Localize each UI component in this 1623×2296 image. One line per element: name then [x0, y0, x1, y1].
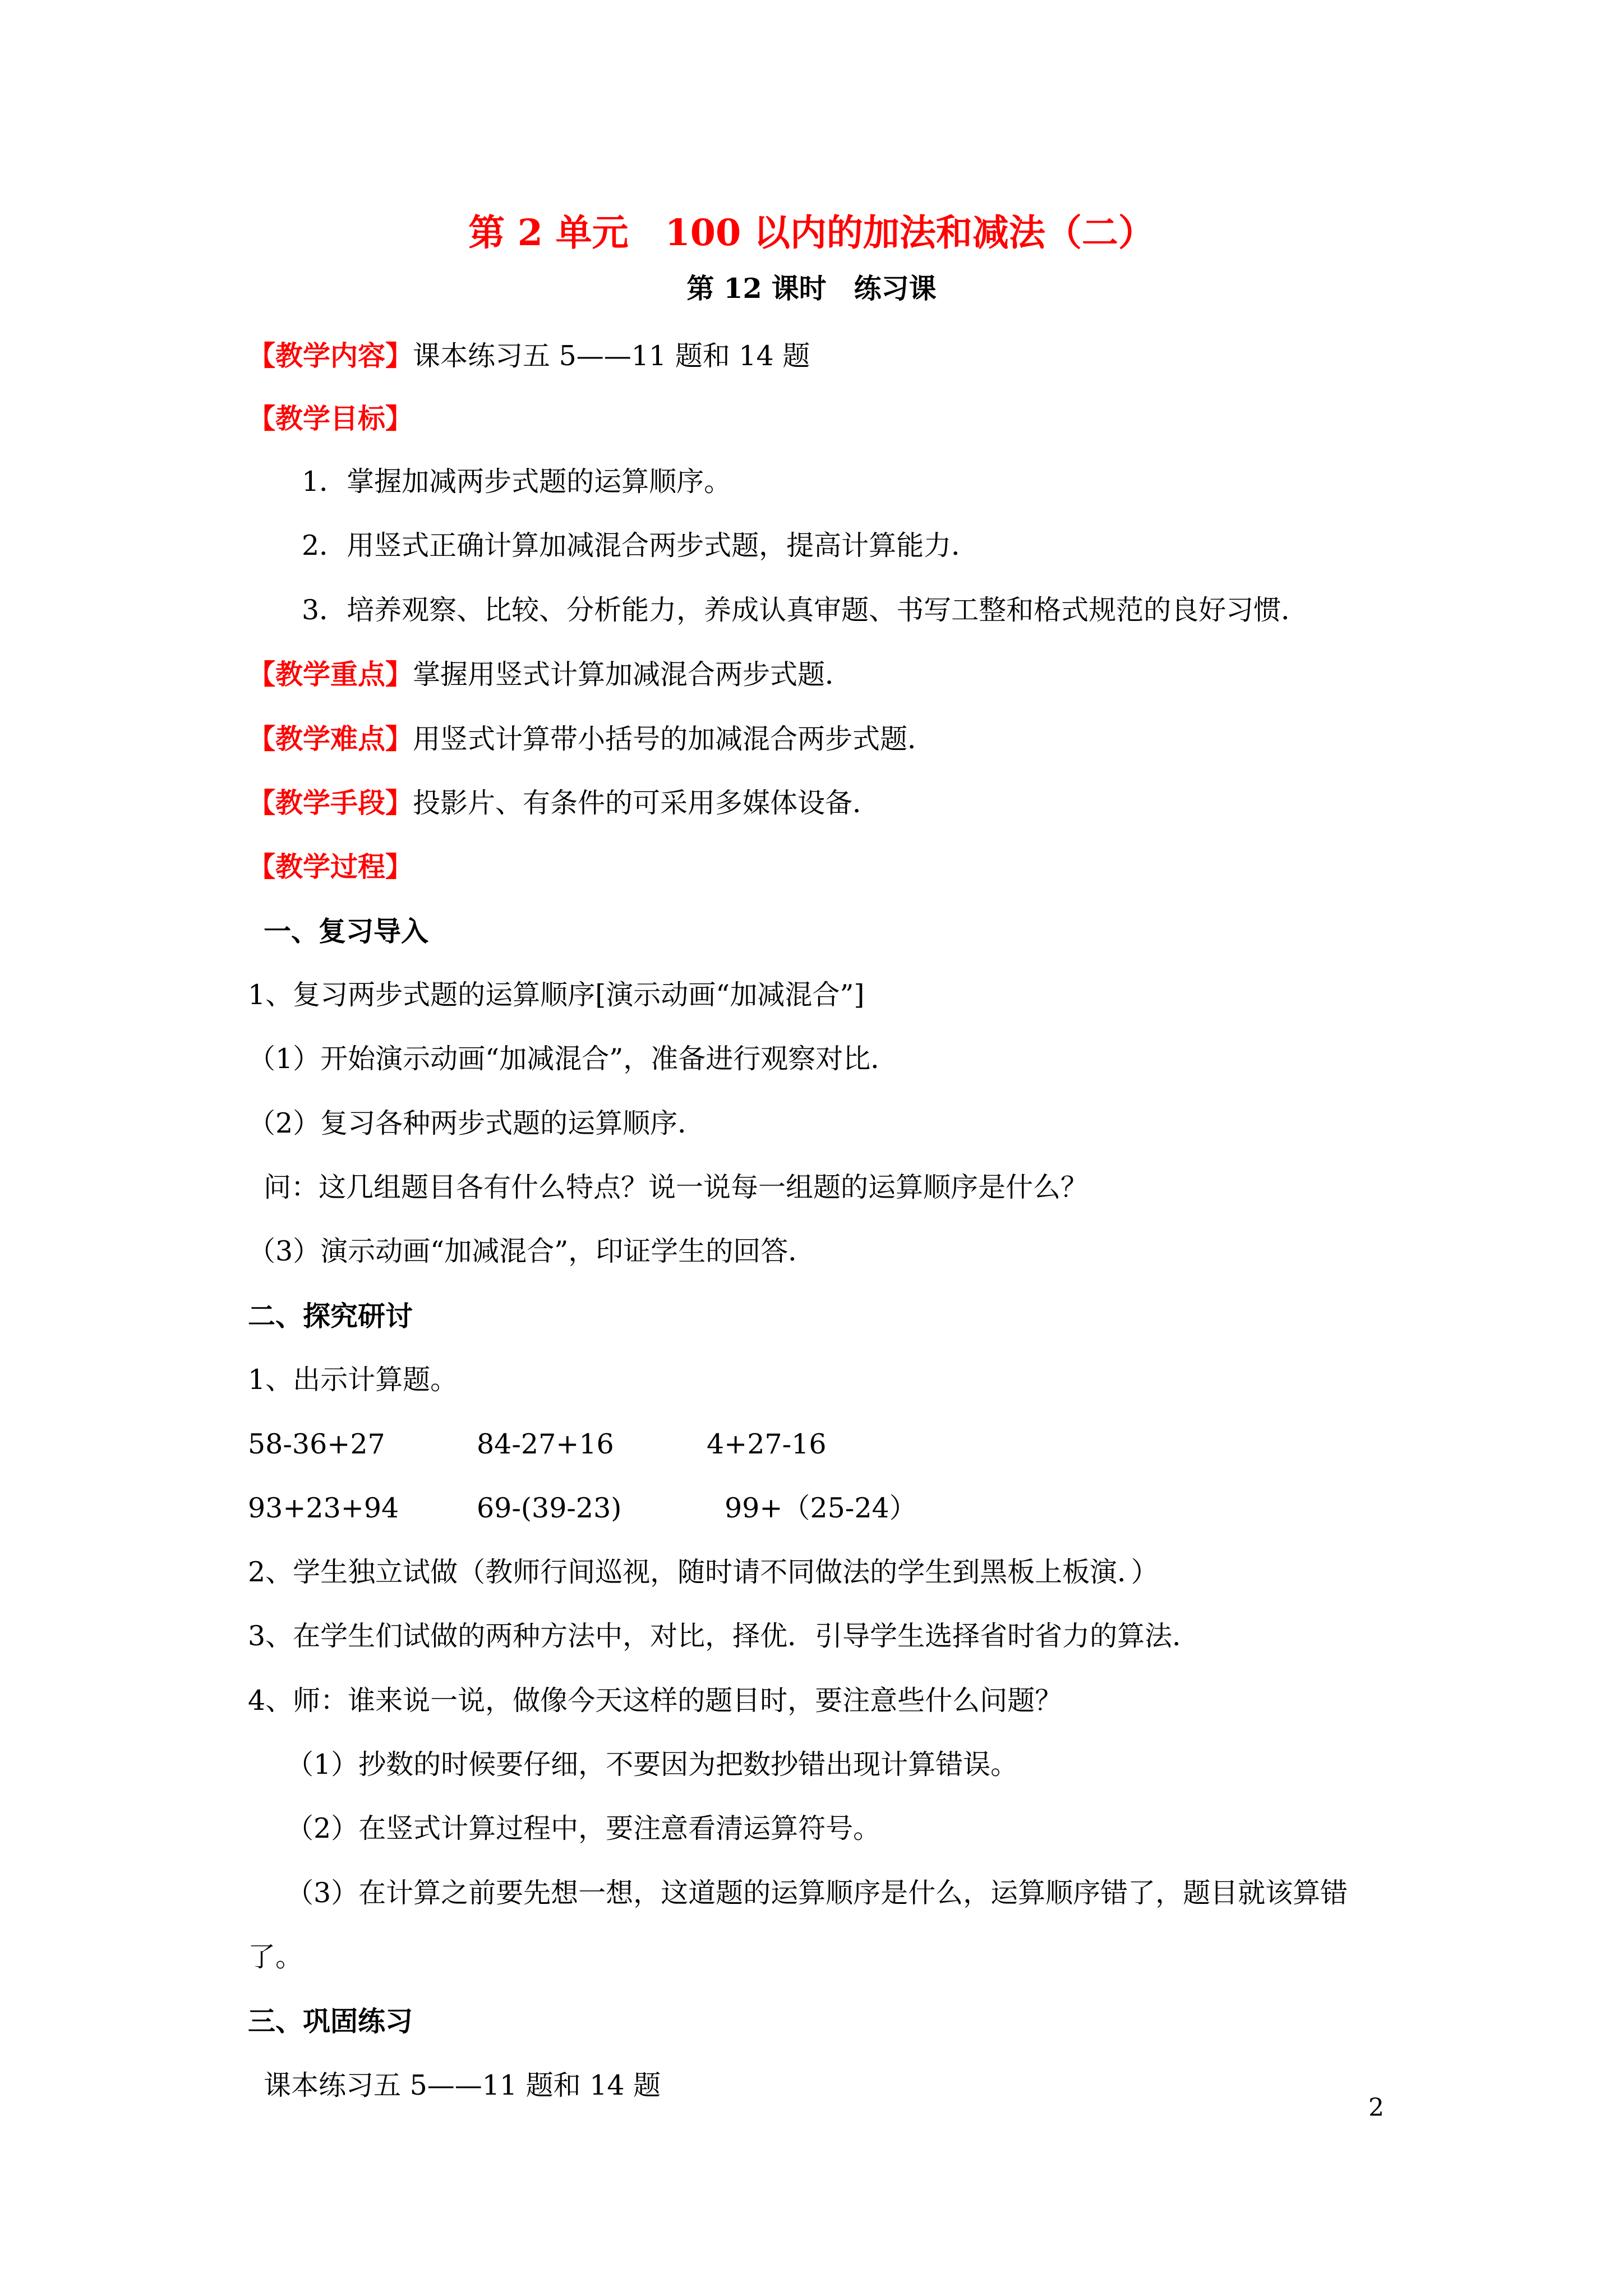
explore-line: 2、学生独立试做（教师行间巡视，随时请不同做法的学生到黑板上板演．） [248, 1556, 1159, 1588]
review-question: 问：这几组题目各有什么特点？说一说每一组题的运算顺序是什么？ [264, 1171, 1089, 1203]
review-line: （2）复习各种两步式题的运算顺序． [248, 1107, 706, 1139]
explore-line: 3、在学生们试做的两种方法中，对比，择优．引导学生选择省时省力的算法． [248, 1620, 1200, 1652]
objective-item: 1．掌握加减两步式题的运算顺序。 [302, 466, 732, 498]
section-heading-practice: 三、巩固练习 [248, 2005, 413, 2037]
teaching-means-label: 【教学手段】 [248, 786, 413, 819]
calc-expression: 99+（25-24） [725, 1492, 917, 1524]
practice-text: 课本练习五 5——11 题和 14 题 [264, 2069, 661, 2101]
calc-expression: 84-27+16 [477, 1428, 614, 1460]
difficulty [248, 722, 935, 756]
key-point-text: 掌握用竖式计算加减混合两步式题． [413, 659, 853, 691]
explore-intro: 1、出示计算题。 [248, 1364, 458, 1396]
section-heading-explore: 二、探究研讨 [248, 1300, 413, 1332]
explore-line: 4、师：谁来说一说，做像今天这样的题目时，要注意些什么问题？ [248, 1685, 1063, 1717]
teaching-content-label: 【教学内容】 [248, 339, 413, 372]
review-line: 1、复习两步式题的运算顺序[演示动画“加减混合”] [248, 979, 865, 1011]
review-line: （1）开始演示动画“加减混合”，准备进行观察对比． [248, 1043, 898, 1075]
teaching-objectives [248, 402, 413, 436]
teaching-objectives-label: 【教学目标】 [248, 402, 413, 435]
teaching-means-text: 投影片、有条件的可采用多媒体设备． [413, 787, 880, 819]
calc-expression: 93+23+94 [248, 1492, 399, 1524]
key-point [248, 657, 852, 692]
teaching-means [248, 786, 880, 820]
objective-item: 2．用竖式正确计算加减混合两步式题，提高计算能力． [302, 530, 979, 562]
calc-expression: 4+27-16 [707, 1428, 827, 1460]
difficulty-text: 用竖式计算带小括号的加减混合两步式题． [413, 723, 935, 755]
page-number: 2 [1368, 2093, 1384, 2122]
explore-note-continuation: 了。 [248, 1941, 303, 1973]
key-point-label: 【教学重点】 [248, 658, 413, 691]
teaching-content [248, 339, 810, 373]
objective-item: 3．培养观察、比较、分析能力，养成认真审题、书写工整和格式规范的良好习惯． [302, 594, 1309, 626]
teaching-process-label: 【教学过程】 [248, 850, 413, 883]
difficulty-label: 【教学难点】 [248, 723, 413, 755]
explore-note: （3）在计算之前要先想一想，这道题的运算顺序是什么，运算顺序错了，题目就该算错 [286, 1877, 1348, 1909]
explore-note: （1）抄数的时候要仔细，不要因为把数抄错出现计算错误。 [286, 1749, 1018, 1780]
explore-note: （2）在竖式计算过程中，要注意看清运算符号。 [286, 1812, 881, 1844]
section-heading-review: 一、复习导入 [264, 915, 429, 947]
calc-expression: 58-36+27 [248, 1428, 385, 1460]
teaching-content-text: 课本练习五 5——11 题和 14 题 [413, 340, 810, 372]
teaching-process [248, 850, 413, 884]
page-title: 第 2 单元 100 以内的加法和减法（二） [468, 211, 1155, 254]
calc-expression: 69-(39-23) [477, 1492, 622, 1524]
lesson-subtitle: 第 12 课时 练习课 [686, 272, 937, 305]
review-line: （3）演示动画“加减混合”，印证学生的回答． [248, 1235, 816, 1267]
